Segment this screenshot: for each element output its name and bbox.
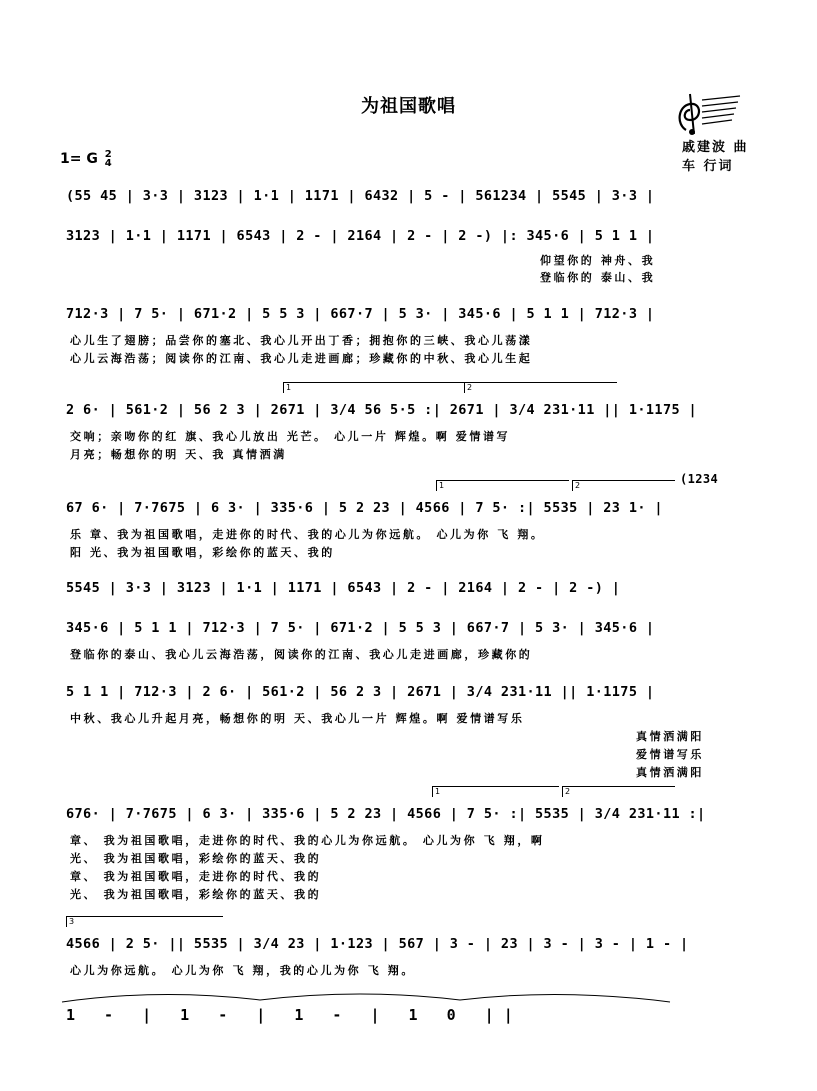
notes: 67 6· | 7·7675 | 6 3· | 335·6 | 5 2 23 | 4566 | 7 5· :| 5535 | 23 1· | [66,500,663,516]
lyric-line: 心儿为你远航。 心儿为你 飞 翔，我的心儿为你 飞 翔。 [70,964,415,977]
volta-bracket: 2 [562,786,675,797]
lyric-line: 真情洒满阳 [636,766,704,779]
notes: 2 6· | 561·2 | 56 2 3 | 2671 | 3/4 56 5·5 :| 2671 | 3/4 231·11 || 1·1175 | [66,402,698,418]
staff-line-10 [66,936,740,960]
staff-line-7 [66,620,740,644]
staff-line-11 [66,1006,740,1032]
lyric-line: 仰望你的 神舟、我 [540,254,656,267]
lyric-line: 交响；亲吻你的红 旗、我心儿放出 光芒。 心儿一片 辉煌。啊 爱情谱写 [70,430,511,443]
lyric-line: 光、 我为祖国歌唱，彩绘你的蓝天、我的 [70,888,322,901]
time-bottom: 4 [104,158,112,169]
staff-line-3 [66,306,740,330]
volta-bracket: 2 [464,382,617,393]
lyric-line: 中秋、我心儿升起月亮，畅想你的明 天、我心儿一片 辉煌。啊 爱情谱写乐 [70,712,525,725]
notes: 345·6 | 5 1 1 | 712·3 | 7 5· | 671·2 | 5 5 3 | 667·7 | 5 3· | 345·6 | [66,620,655,636]
lyric-line: 光、 我为祖国歌唱，彩绘你的蓝天、我的 [70,852,322,865]
staff-line-8 [66,684,740,708]
staff-line-4 [66,402,740,426]
lyric-line: 章、 我为祖国歌唱，走进你的时代、我的心儿为你远航。 心儿为你 飞 翔，啊 [70,834,545,847]
lyric-line: 月亮；畅想你的明 天、我 真情洒满 [70,448,287,461]
staff-line-6 [66,580,740,604]
lyric-line: 爱情谱写乐 [636,748,704,761]
volta-bracket: 1 [283,382,469,393]
volta-bracket: 3 [66,916,223,927]
staff-line-2 [66,228,740,252]
lyric-line: 章、 我为祖国歌唱，走进你的时代、我的 [70,870,322,883]
lyricist-credit: 车 行词 [682,159,734,174]
time-top: 2 [104,149,112,160]
notes: (1234 [680,472,719,486]
notes: 5 1 1 | 712·3 | 2 6· | 561·2 | 56 2 3 | 2671 | 3/4 231·11 || 1·1175 | [66,684,655,700]
staff-line-1 [66,188,740,212]
key-signature [60,150,112,168]
notes: 3123 | 1·1 | 1171 | 6543 | 2 - | 2164 | 2 - | 2 -) |: 345·6 | 5 1 1 | [66,228,655,244]
lyric-line: 乐 章、我为祖国歌唱，走进你的时代、我的心儿为你远航。 心儿为你 飞 翔。 [70,528,545,541]
notes: 5545 | 3·3 | 3123 | 1·1 | 1171 | 6543 | 2 - | 2164 | 2 - | 2 -) | [66,580,621,596]
lyric-line: 真情洒满阳 [636,730,704,743]
staff-line-5 [66,500,740,524]
notes: (55 45 | 3·3 | 3123 | 1·1 | 1171 | 6432 | 5 - | 561234 | 5545 | 3·3 | [66,188,655,204]
notes: 712·3 | 7 5· | 671·2 | 5 5 3 | 667·7 | 5 3· | 345·6 | 5 1 1 | 712·3 | [66,306,655,322]
volta-bracket: 1 [436,480,569,491]
volta-bracket: 1 [432,786,559,797]
page-title: 为祖国歌唱 [361,96,456,117]
lyric-line: 登临你的泰山、我心儿云海浩荡，阅读你的江南、我心儿走进画廊，珍藏你的 [70,648,533,661]
volta-bracket: 2 [572,480,675,491]
time-signature [105,150,112,168]
treble-clef-logo-icon [672,90,742,136]
lyric-line: 心儿云海浩荡；阅读你的江南、我心儿走进画廊；珍藏你的中秋、我心儿生起 [70,352,533,365]
credits [682,138,749,176]
lyric-line: 心儿生了翅膀；品尝你的塞北、我心儿开出丁香；拥抱你的三峡、我心儿荡漾 [70,334,533,347]
staff-line-9 [66,806,740,830]
intro-cue [680,472,740,492]
notes: 676· | 7·7675 | 6 3· | 335·6 | 5 2 23 | 4566 | 7 5· :| 5535 | 3/4 231·11 :| [66,806,706,822]
key-label: 1= G [60,151,98,167]
composer-credit: 戚建波 曲 [682,140,749,155]
notes: 4566 | 2 5· || 5535 | 3/4 23 | 1·123 | 567 | 3 - | 23 | 3 - | 3 - | 1 - | [66,936,689,952]
lyric-line: 登临你的 泰山、我 [540,271,656,284]
notes: 1 - | 1 - | 1 - | 1 0 || [66,1006,523,1024]
lyric-line: 阳 光、我为祖国歌唱，彩绘你的蓝天、我的 [70,546,335,559]
